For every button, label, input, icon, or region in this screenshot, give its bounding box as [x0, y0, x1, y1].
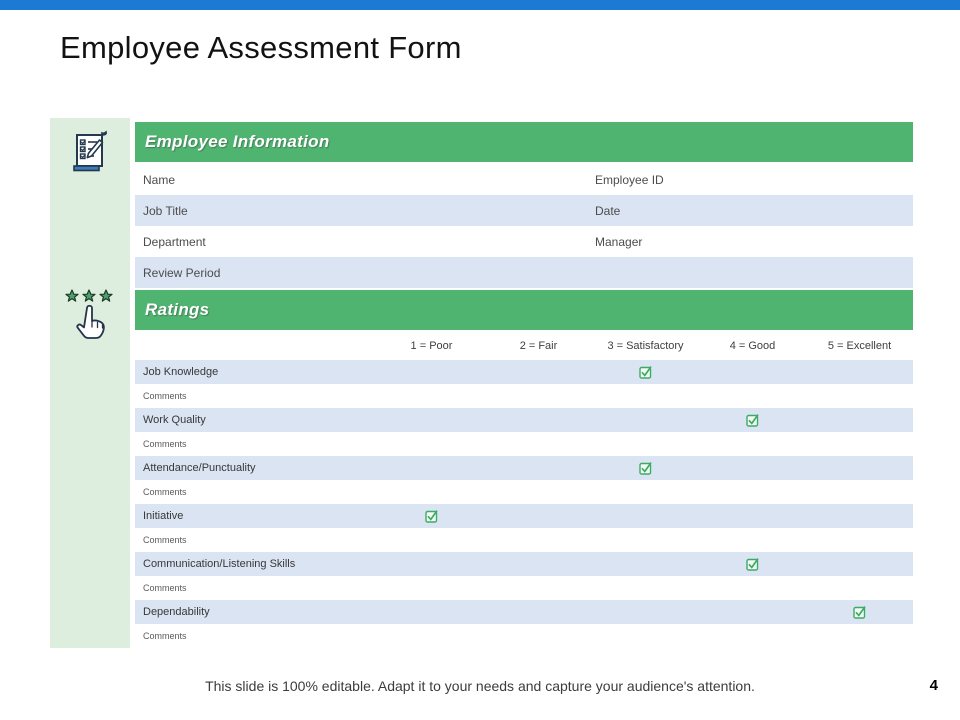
rating-cell [699, 504, 806, 528]
comments-label: Comments [143, 535, 187, 545]
rating-cell [592, 408, 699, 432]
comments-row [135, 576, 913, 600]
review-period-label: Review Period [143, 265, 221, 280]
rating-cell [592, 600, 699, 624]
rating-cell [485, 408, 592, 432]
comments-row [135, 384, 913, 408]
rating-cell [699, 600, 806, 624]
date-label: Date [595, 203, 621, 218]
criteria-label: Dependability [143, 606, 210, 618]
scale-poor-label: 1 = Poor [410, 340, 453, 352]
rating-checkbox-icon[interactable] [853, 606, 866, 619]
rating-scale-row [135, 332, 913, 360]
employee-information-header [135, 122, 913, 162]
rating-cell [806, 552, 913, 576]
rating-cell [806, 360, 913, 384]
rating-cell [806, 408, 913, 432]
rating-cell [378, 504, 485, 528]
rating-cell [592, 504, 699, 528]
rating-cell [485, 552, 592, 576]
rating-cell [699, 552, 806, 576]
info-row-review-period [135, 257, 913, 288]
info-row-department [135, 226, 913, 257]
rating-cell [378, 552, 485, 576]
rating-cell [592, 360, 699, 384]
ratings-header [135, 290, 913, 330]
scale-fair-label: 2 = Fair [519, 340, 558, 352]
info-row-job-title [135, 195, 913, 226]
ratings-header-label: Ratings [145, 300, 210, 319]
rating-cell [485, 360, 592, 384]
rating-checkbox-icon[interactable] [425, 510, 438, 523]
criteria-row-dependability [135, 600, 913, 624]
employee-id-label: Employee ID [595, 172, 664, 187]
comments-label: Comments [143, 439, 187, 449]
rating-cell [806, 504, 913, 528]
criteria-row-initiative [135, 504, 913, 528]
hand-with-stars-icon [50, 288, 130, 346]
page-number: 4 [929, 677, 938, 694]
rating-cell [699, 408, 806, 432]
rating-cell [378, 600, 485, 624]
checklist-pencil-icon [50, 128, 130, 176]
rating-cell [699, 360, 806, 384]
employee-information-header-label: Employee Information [145, 132, 330, 151]
rating-cell [378, 456, 485, 480]
comments-row [135, 624, 913, 648]
department-label: Department [143, 234, 206, 249]
rating-cell [592, 456, 699, 480]
rating-checkbox-icon[interactable] [746, 558, 759, 571]
comments-label: Comments [143, 631, 187, 641]
comments-row [135, 432, 913, 456]
criteria-label: Work Quality [143, 414, 206, 426]
criteria-label: Communication/Listening Skills [143, 558, 296, 570]
criteria-row-work-quality [135, 408, 913, 432]
info-row-name [135, 164, 913, 195]
rating-cell [485, 504, 592, 528]
scale-good-label: 4 = Good [729, 340, 776, 352]
rating-cell [485, 600, 592, 624]
criteria-row-attendance-punctuality [135, 456, 913, 480]
criteria-label: Attendance/Punctuality [143, 462, 256, 474]
comments-row [135, 528, 913, 552]
footer-note: This slide is 100% editable. Adapt it to your needs and capture your audience's attention. [205, 678, 755, 694]
name-label: Name [143, 172, 176, 187]
rating-cell [699, 456, 806, 480]
criteria-label: Initiative [143, 510, 184, 522]
assessment-table [135, 122, 913, 648]
top-accent-bar [0, 0, 960, 10]
job-title-label: Job Title [143, 203, 188, 218]
page-title: Employee Assessment Form [60, 30, 462, 65]
comments-label: Comments [143, 391, 187, 401]
comments-label: Comments [143, 583, 187, 593]
comments-label: Comments [143, 487, 187, 497]
manager-label: Manager [595, 234, 643, 249]
rating-cell [485, 456, 592, 480]
rating-checkbox-icon[interactable] [639, 462, 652, 475]
rating-cell [592, 552, 699, 576]
rating-cell [806, 456, 913, 480]
rating-checkbox-icon[interactable] [639, 366, 652, 379]
criteria-row-job-knowledge [135, 360, 913, 384]
criteria-row-communication-listening-skills [135, 552, 913, 576]
rating-cell [378, 408, 485, 432]
rating-cell [806, 600, 913, 624]
criteria-label: Job Knowledge [143, 366, 219, 378]
ratings-section [135, 290, 913, 648]
rating-cell [378, 360, 485, 384]
scale-excellent-label: 5 = Excellent [827, 340, 892, 352]
rating-checkbox-icon[interactable] [746, 414, 759, 427]
comments-row [135, 480, 913, 504]
scale-satisfactory-label: 3 = Satisfactory [607, 340, 684, 352]
icon-sidebar [50, 118, 130, 648]
